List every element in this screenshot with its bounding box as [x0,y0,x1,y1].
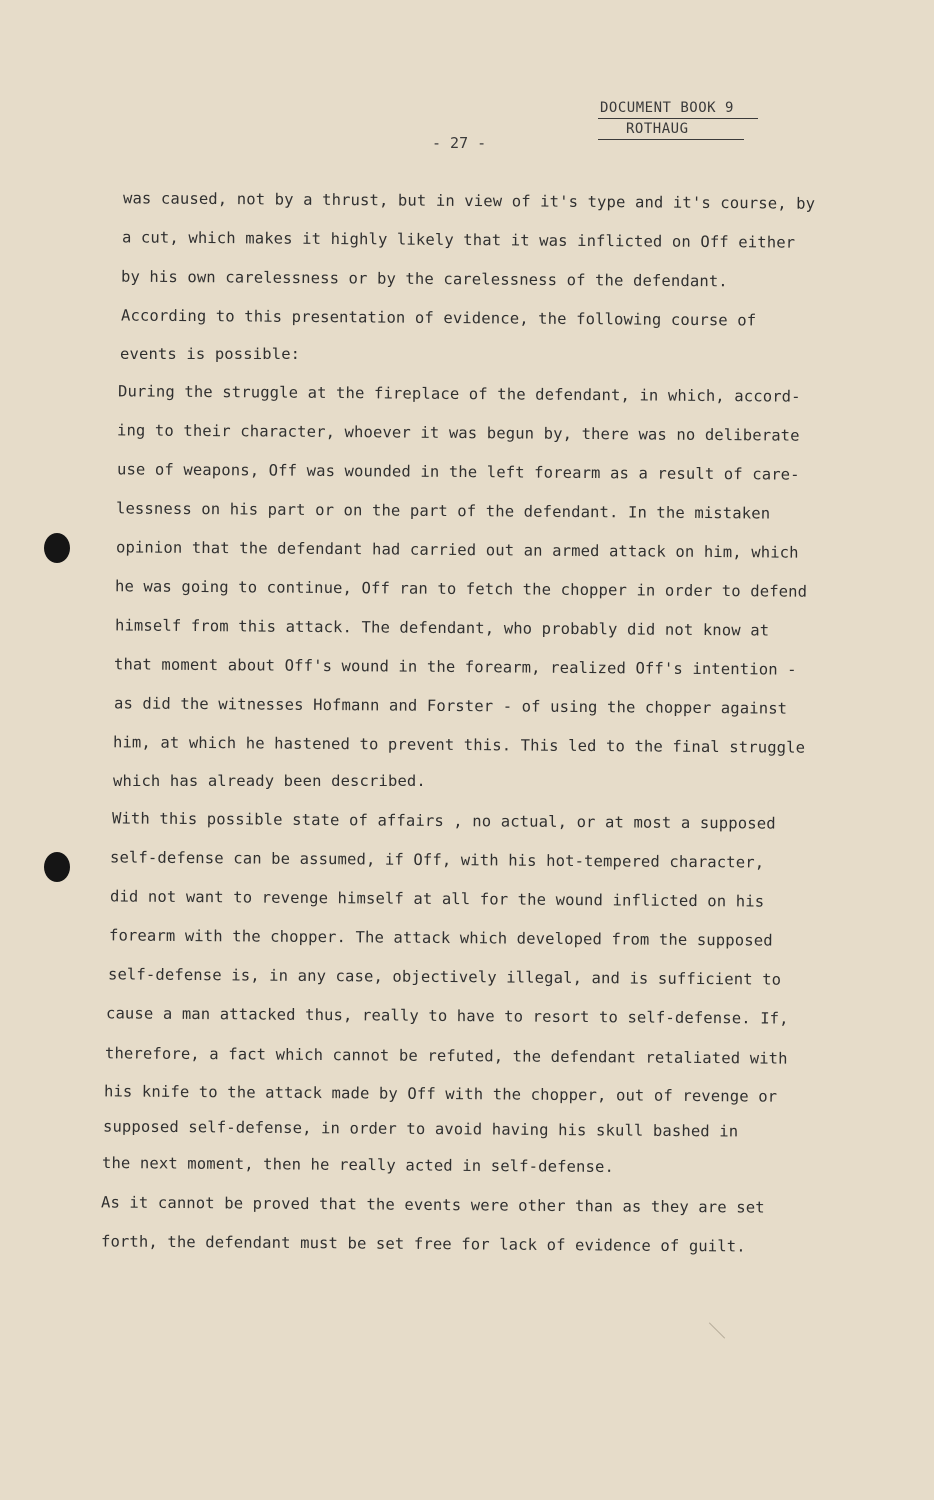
text-line: As it cannot be proved that the events were other than as they are set [100,1193,765,1217]
punch-hole [44,533,70,563]
document-book-label: DOCUMENT BOOK 9 [598,98,758,119]
document-book-name: ROTHAUG [598,119,744,140]
text-line: ing to their character, whoever it was begun by, there was no deliberate [116,421,800,445]
text-line: the next moment, then he really acted in self-defense. [101,1153,615,1177]
text-line: did not want to revenge himself at all for the wound inflicted on his [109,887,765,911]
paper-mark [709,1322,725,1338]
document-header [598,98,758,140]
text-line: events is possible: [120,345,301,363]
text-line: as did the witnesses Hofmann and Forster - of using the chopper against [113,694,788,718]
text-line: opinion that the defendant had carried out an armed attack on him, which [115,538,799,562]
text-line: was caused, not by a thrust, but in view of it's type and it's course, by [122,189,816,213]
text-line: which has already been described. [113,772,426,790]
text-line: self-defense is, in any case, objectively illegal, and is sufficient to [107,965,782,989]
text-line: by his own carelessness or by the carelessness of the defendant. [120,267,728,291]
text-line: him, at which he hastened to prevent this. This led to the final struggle [112,733,806,757]
text-line: he was going to continue, Off ran to fetch the chopper in order to defend [114,577,808,601]
text-line: his knife to the attack made by Off with the chopper, out of revenge or [103,1082,778,1106]
text-line: During the struggle at the fireplace of the defendant, in which, accord- [117,382,801,406]
text-line: forearm with the chopper. The attack which developed from the supposed [108,926,773,950]
text-line: therefore, a fact which cannot be refuted, the defendant retaliated with [104,1044,788,1068]
page-number: - 27 - [432,134,487,152]
text-line: lessness on his part or on the part of the defendant. In the mistaken [115,499,771,523]
text-line: supposed self-defense, in order to avoid having his skull bashed in [102,1117,739,1141]
text-line: cause a man attacked thus, really to have to resort to self-defense. If, [105,1004,789,1028]
text-line: use of weapons, Off was wounded in the left forearm as a result of care- [116,460,800,484]
text-line: self-defense can be assumed, if Off, with his hot-tempered character, [109,848,765,872]
text-line: that moment about Off's wound in the forearm, realized Off's intention - [113,655,797,679]
text-line: forth, the defendant must be set free for lack of evidence of guilt. [100,1232,746,1256]
text-line: himself from this attack. The defendant, who probably did not know at [114,616,770,640]
text-line: With this possible state of affairs , no actual, or at most a supposed [111,809,776,833]
punch-hole [44,852,70,882]
text-line: a cut, which makes it highly likely that it was inflicted on Off either [121,228,796,252]
text-line: According to this presentation of evidence, the following course of [120,306,757,330]
